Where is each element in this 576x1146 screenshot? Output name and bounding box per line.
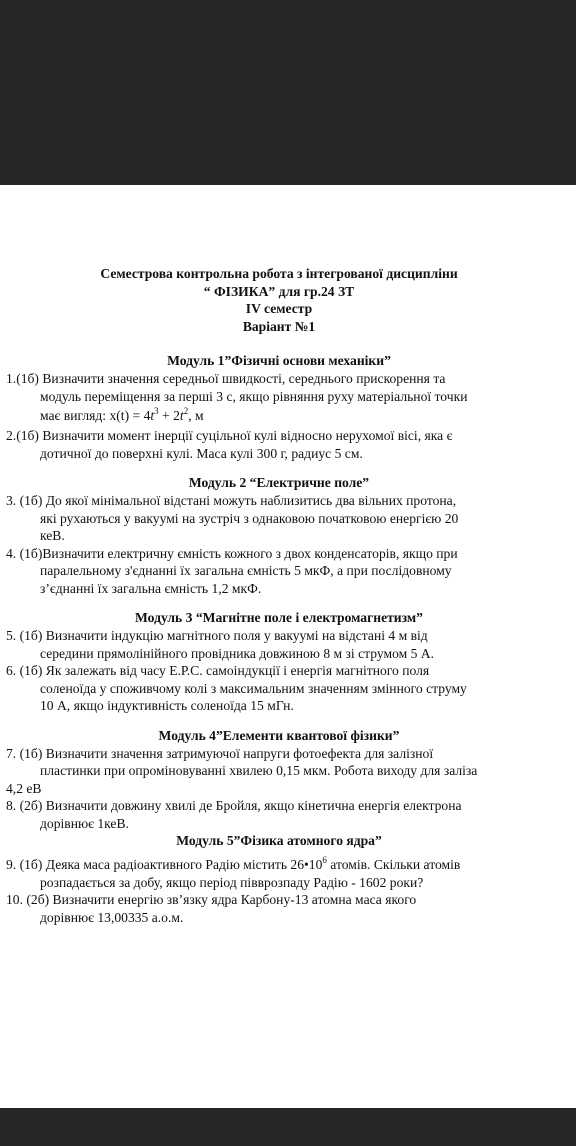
- question-7-line-1: 7. (1б) Визначити значення затримуючої напруги фотоефекта для залізної: [6, 745, 434, 761]
- question-9: [6, 856, 538, 891]
- question-10: [6, 891, 538, 926]
- question-1: [6, 370, 538, 427]
- question-8-line-2: дорівнює 1кеВ.: [40, 815, 129, 831]
- question-1-line-2: модуль переміщення за перші 3 с, якщо рівняння руху матеріальної точки: [40, 388, 468, 404]
- question-6-line-1: 6. (1б) Як залежать від часу Е.Р.С. самоіндукції і енергія магнітного поля: [6, 663, 430, 678]
- module-1-title: Модуль 1”Фізичні основи механіки”: [167, 353, 391, 368]
- module-2-title: Модуль 2 “Електричне поле”: [188, 475, 370, 490]
- dark-top-margin: [0, 0, 576, 185]
- question-4-line-3: з’єднанні їх загальна ємність 1,2 мкФ.: [40, 580, 262, 596]
- question-5-line-1: 5. (1б) Визначити індукцію магнітного поля у вакуумі на відстані 4 м від: [6, 628, 428, 643]
- question-2-line-2: дотичної до поверхні кулі. Маса кулі 300 г, радиус 5 см.: [40, 445, 363, 461]
- document-content: [6, 265, 538, 926]
- question-9-line-2: розпадається за добу, якщо період півврозпаду Радію - 1602 роки?: [40, 874, 424, 890]
- document-header: [34, 265, 524, 335]
- question-3-line-3: кеВ.: [40, 528, 65, 543]
- question-8-line-1: 8. (2б) Визначити довжину хвилі де Бройля, якщо кінетична енергія електрона: [6, 798, 462, 813]
- dark-bottom-margin: [0, 1108, 576, 1146]
- question-5: [6, 627, 538, 662]
- question-4-line-2: паралельному з'єднанні їх загальна ємність 5 мкФ, а при послідовному: [40, 563, 452, 578]
- question-7: [6, 745, 538, 780]
- question-1-formula: має вигляд: $x(t) = 4t^3 + 2t^2$, м: [40, 406, 204, 423]
- question-5-line-2: середини прямолінійного провідника довжиною 8 м зі струмом 5 А.: [40, 645, 435, 661]
- module-3-title: Модуль 3 “Магнітне поле і електромагнетизм”: [135, 610, 423, 625]
- question-8: [6, 797, 538, 832]
- header-subject: “ ФІЗИКА” для гр.24 ЗТ: [203, 283, 355, 299]
- question-9-line-1: 9. (1б) Деяка маса радіоактивного Радію містить $26•10^6$ атомів. Скільки атомів: [6, 855, 461, 872]
- document-page: [0, 185, 576, 1108]
- question-1-line-1: 1.(1б) Визначити значення середньої швидкості, середнього прискорення та: [6, 371, 446, 386]
- question-10-line-2: дорівнює 13,00335 а.о.м.: [40, 909, 184, 925]
- question-3-line-2: які рухаються у вакуумі на зустріч з однаковою початковою енергією 20: [40, 510, 459, 526]
- question-6: [6, 662, 538, 715]
- module-5-title: Модуль 5”Фізика атомного ядра”: [176, 833, 382, 848]
- question-7-line-3: 4,2 еВ: [6, 780, 42, 796]
- question-4-line-1: 4. (1б)Визначити електричну ємність кожного з двох конденсаторів, якщо при: [6, 545, 458, 561]
- question-2: [6, 427, 538, 462]
- question-3-line-1: 3. (1б) До якої мінімальної відстані можуть наблизитись два вільних протона,: [6, 493, 457, 508]
- question-7-tail: [6, 780, 538, 798]
- question-6-line-2: соленоїда у споживчому колі з максимальним значенням змінного струму: [40, 680, 467, 696]
- header-title: Семестрова контрольна робота з інтегрованої дисципліни: [100, 266, 458, 281]
- question-7-line-2: пластинки при опроміновуванні хвилею 0,15 мкм. Робота виходу для заліза: [40, 763, 478, 778]
- module-4-title: Модуль 4”Елементи квантової фізики”: [158, 727, 400, 743]
- question-6-line-3: 10 А, якщо індуктивність соленоїда 15 мГн.: [40, 698, 294, 713]
- question-3: [6, 492, 538, 545]
- question-4: [6, 545, 538, 598]
- header-variant: Варіант №1: [242, 318, 316, 334]
- question-2-line-1: 2.(1б) Визначити момент інерції суцільної кулі відносно нерухомої вісі, яка є: [6, 428, 453, 443]
- header-semester: IV семестр: [245, 301, 313, 316]
- question-10-line-1: 10. (2б) Визначити енергію зв’язку ядра Карбону-13 атомна маса якого: [6, 892, 417, 907]
